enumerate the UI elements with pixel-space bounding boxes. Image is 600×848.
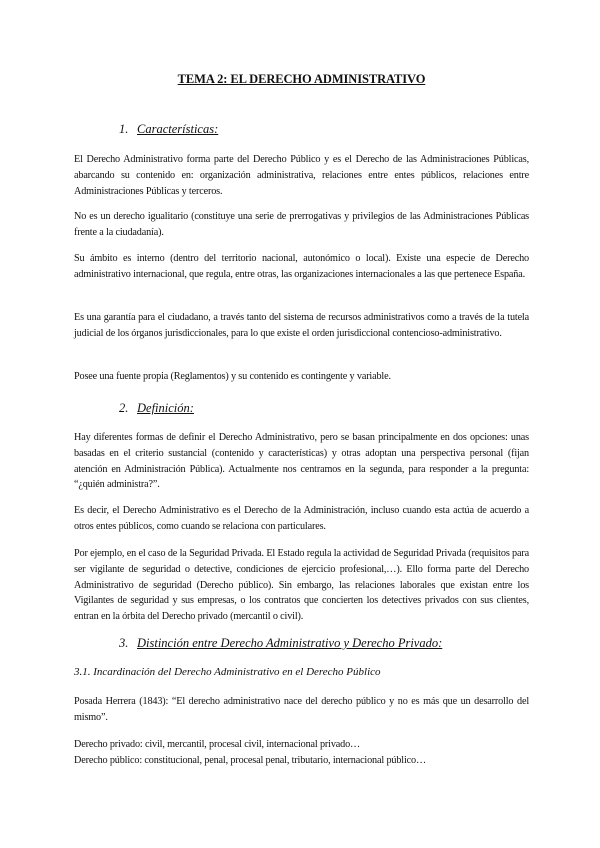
section-1-paragraph-2: No es un derecho igualitario (constituye una serie de prerrogativas y privilegios de las Administraciones Públicas frente a la ciudadanía).: [74, 211, 529, 238]
section-3-line-1: Derecho privado: civil, mercantil, procesal civil, internacional privado…: [74, 739, 361, 750]
document-title: TEMA 2: EL DERECHO ADMINISTRATIVO: [177, 72, 426, 86]
section-2-number: 2.: [119, 401, 129, 415]
section-2-paragraph-3: Por ejemplo, en el caso de la Seguridad Privada. El Estado regula la actividad de Seguridad Privada (requisitos para ser vigilante de seguridad o detective, condiciones de ejercicio profesional,…). Ello forma parte del Derecho Administrativo de seguridad (Derecho público). Sin embargo, las relaciones laborales que existan entre los Vigilantes de seguridad y sus empresas, o los contratos que concierten los detectives privados con sus clientes, entran en la órbita del Derecho privado (mercantil o civil).: [74, 548, 529, 623]
section-1-paragraph-3: Su ámbito es interno (dentro del territorio nacional, autonómico o local). Existe una especie de Derecho administrativo internacional, que regula, entre otras, las organizaciones internacionales a las que pertenece España.: [74, 253, 529, 280]
section-2-title: Definición:: [137, 401, 194, 415]
section-1-paragraph-5: Posee una fuente propia (Reglamentos) y su contenido es contingente y variable.: [74, 371, 391, 382]
section-1-heading: [119, 122, 218, 137]
section-1-number: 1.: [119, 122, 129, 136]
section-1-title: Características:: [137, 122, 219, 136]
section-3-heading: [119, 636, 442, 651]
section-3-number: 3.: [119, 636, 129, 650]
section-3-subheading: 3.1. Incardinación del Derecho Administrativo en el Derecho Público: [74, 666, 381, 678]
section-2-paragraph-2: Es decir, el Derecho Administrativo es el Derecho de la Administración, incluso cuando esta actúa de acuerdo a otros entes públicos, como cuando se relaciona con particulares.: [74, 505, 529, 532]
section-2-paragraph-1: Hay diferentes formas de definir el Derecho Administrativo, pero se basan principalmente en dos opciones: unas basadas en el criterio sustancial (contenido y características) y otras adoptan una perspectiva personal (fijan atención en Administración Pública). Actualmente nos centramos en la segunda, para responder a la pregunta: “¿quién administra?”.: [74, 432, 529, 491]
section-3-paragraph-1: Posada Herrera (1843): “El derecho administrativo nace del derecho público y no es más que un desarrollo del mismo”.: [74, 696, 529, 723]
section-1-paragraph-1: El Derecho Administrativo forma parte del Derecho Público y es el Derecho de las Administraciones Públicas, abarcando su contenido en: organización administrativa, relaciones entre entes públicos, relaciones entre Administraciones Públicas y terceros.: [74, 154, 529, 197]
section-3-title: Distinción entre Derecho Administrativo y Derecho Privado:: [137, 636, 443, 650]
section-3-line-2: Derecho público: constitucional, penal, procesal penal, tributario, internacional público…: [74, 755, 426, 766]
section-1-paragraph-4: Es una garantía para el ciudadano, a través tanto del sistema de recursos administrativos como a través de la tutela judicial de los órganos jurisdiccionales, para lo que existe el orden jurisdiccional contencioso-administrativo.: [74, 312, 529, 339]
section-2-heading: [119, 401, 194, 416]
